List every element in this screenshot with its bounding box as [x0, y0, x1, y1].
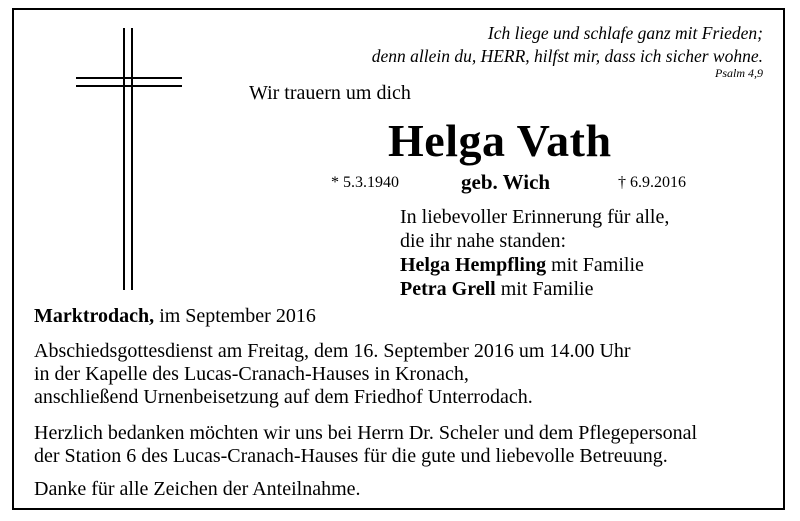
verse-line-1: Ich liege und schlafe ganz mit Frieden;: [487, 23, 763, 43]
maiden-name: geb. Wich: [461, 170, 551, 194]
obituary-notice: [12, 8, 785, 510]
mourner-1-name: Helga Hempfling: [400, 254, 547, 276]
thanks-line-1: Herzlich bedanken möchten wir uns bei Herrn Dr. Scheler und dem Pflegepersonal: [34, 422, 698, 444]
memory-line-2: die ihr nahe standen:: [400, 230, 567, 252]
thanks-line-2: der Station 6 des Lucas-Cranach-Hauses für die gute und liebevolle Betreuung.: [34, 445, 668, 467]
bible-verse: [372, 22, 763, 68]
place-date: [34, 305, 316, 328]
mourner-1-suffix: mit Familie: [546, 254, 644, 276]
closing-line: Danke für alle Zeichen der Anteilnahme.: [34, 478, 361, 500]
thanks-text: [34, 422, 697, 468]
birth-date: * 5.3.1940: [331, 174, 399, 191]
verse-line-2: denn allein du, HERR, hilfst mir, dass ich sicher wohne.: [371, 46, 763, 66]
memory-line-1: In liebevoller Erinnerung für alle,: [400, 206, 670, 228]
verse-reference: Psalm 4,9: [715, 66, 763, 80]
mourning-line: Wir trauern um dich: [249, 82, 411, 104]
service-line-2: in der Kapelle des Lucas-Cranach-Hauses in Kronach,: [34, 363, 469, 385]
mourner-2-suffix: mit Familie: [495, 278, 594, 300]
service-line-1: Abschiedsgottesdienst am Freitag, dem 16. September 2016 um 14.00 Uhr: [34, 340, 631, 362]
date-text: im September 2016: [154, 305, 316, 327]
mourners-block: [400, 205, 669, 301]
deceased-name: Helga Vath: [388, 115, 612, 166]
service-info: [34, 340, 631, 409]
service-line-3: anschließend Urnenbeisetzung auf dem Friedhof Unterrodach.: [34, 386, 533, 408]
mourner-1: [400, 253, 669, 277]
death-date: † 6.9.2016: [618, 174, 686, 191]
mourner-2-name: Petra Grell: [400, 278, 496, 300]
cross-icon: [76, 28, 182, 290]
mourner-2: [400, 277, 669, 301]
place-name: Marktrodach,: [34, 305, 155, 327]
